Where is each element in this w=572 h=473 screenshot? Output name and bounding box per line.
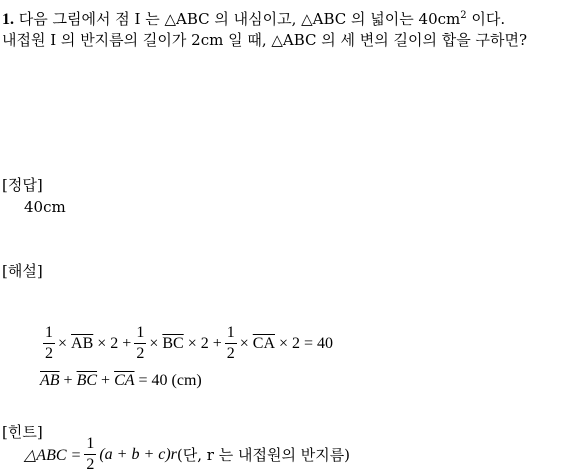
- hint-formula: [24, 436, 350, 473]
- segment-ca: $\overline{CA}$: [114, 372, 135, 389]
- hint-paren: (a + b + c)r: [99, 445, 177, 463]
- fraction-half: $\frac{1}{2}$: [45, 324, 53, 362]
- segment-bc: $\overline{BC}$: [162, 334, 184, 352]
- question-text-2: 내접원 I 의 반지름의 길이가 2cm 일 때, △ABC 의 세 변의 길이의 합을 구하면?: [2, 31, 528, 49]
- hint-label: [힌트]: [2, 423, 43, 441]
- question-text-1: 다음 그림에서 점 I 는 △ABC 의 내심이고, △ABC 의 넓이는 40cm: [18, 10, 461, 28]
- hint-lhs: △ABC =: [24, 446, 82, 464]
- answer-label: [정답]: [2, 176, 43, 194]
- segment-bc: $\overline{BC}$: [76, 372, 98, 389]
- solution-equation-2: $\overline{AB}$ + $\overline{BC}$ + $\overline{CA}$ = 40 (cm): [40, 372, 202, 389]
- hint-note: (단, r 는 내접원의 반지름): [176, 446, 351, 464]
- superscript: 2: [460, 10, 467, 21]
- question-number: 1.: [2, 11, 14, 28]
- solution-equation-1: $\frac{1}{2}$ × $\overline{AB}$ × 2 + $\frac{1}{2}$ × $\overline{BC}$ × 2 + $\frac{1}{2}$ × $\overline{CA}$ × 2 = 40: [45, 324, 334, 362]
- question-text-1-end: 이다.: [466, 10, 506, 28]
- segment-ab: $\overline{AB}$: [40, 372, 60, 389]
- fraction-half: $\frac{1}{2}$: [86, 435, 95, 473]
- answer-value: 40cm: [24, 198, 66, 216]
- segment-ab: $\overline{AB}$: [71, 334, 94, 352]
- fraction-half: $\frac{1}{2}$: [226, 324, 235, 362]
- segment-ca: $\overline{CA}$: [252, 334, 275, 352]
- question-line-2: [2, 30, 527, 50]
- question-line-1: [2, 6, 505, 30]
- solution-label: [해설]: [2, 262, 43, 280]
- fraction-half: $\frac{1}{2}$: [136, 324, 145, 362]
